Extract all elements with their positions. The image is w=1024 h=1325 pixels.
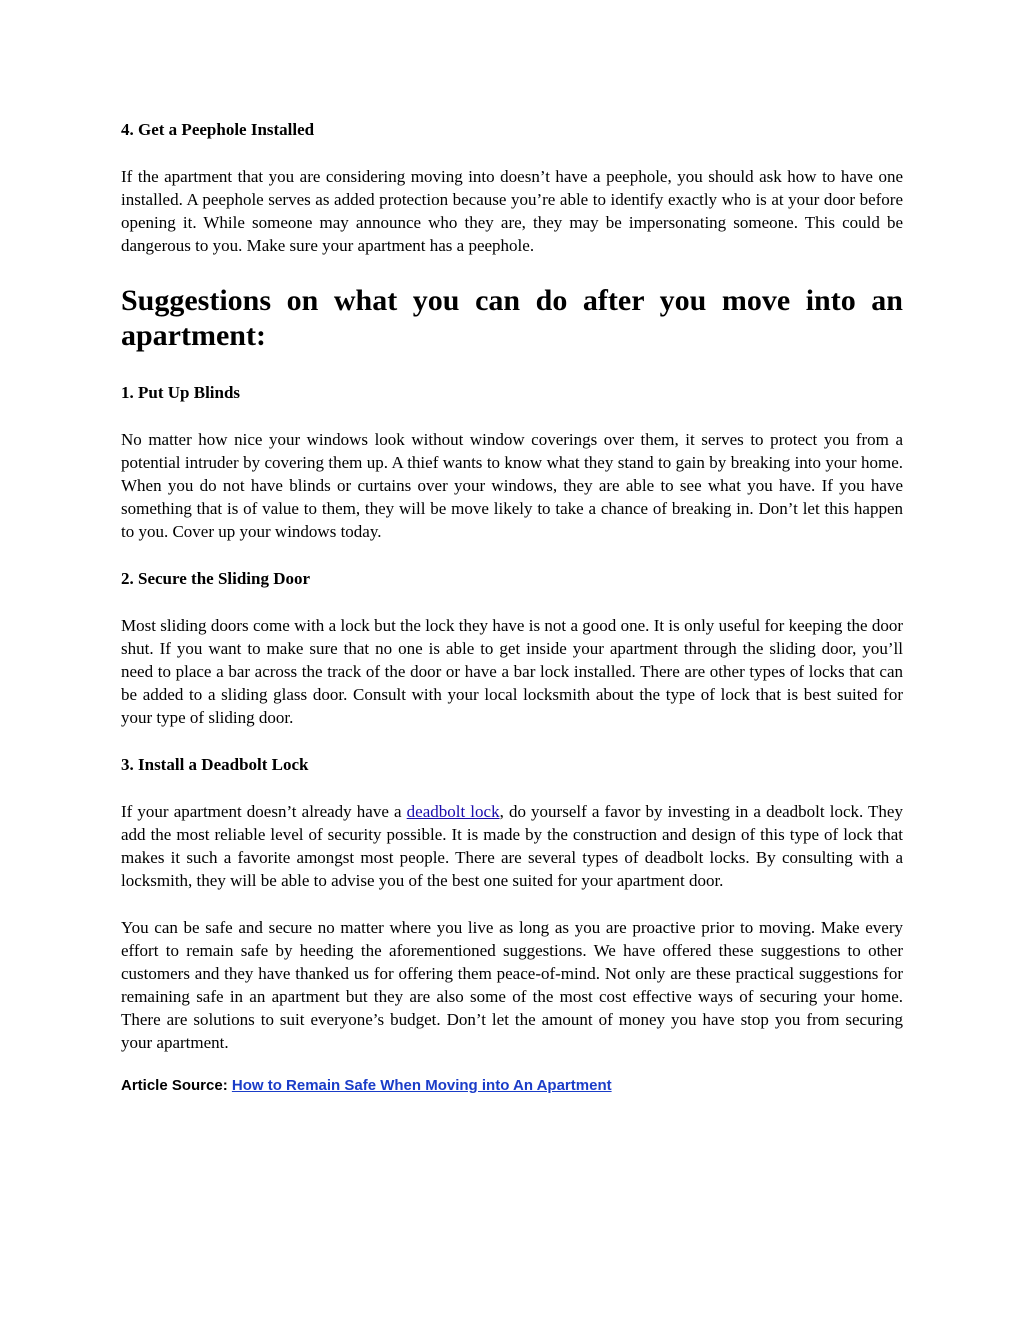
paragraph-conclusion: You can be safe and secure no matter where you live as long as you are proactive prior to moving. Make every effort to remain safe by heeding the aforementioned suggestions. We have offered these suggestions to other customers and they have thanked us for offering them peace-of-mind. Not only are these practical suggestions for remaining safe in an apartment but they are also some of the most cost effective ways of securing your home. There are solutions to suit everyone’s budget. Don’t let the amount of money you have stop you from securing your apartment. <box>121 918 903 1052</box>
document-page <box>121 118 903 1111</box>
heading-sliding-door: 2. Secure the Sliding Door <box>121 569 311 588</box>
article-source-link[interactable]: How to Remain Safe When Moving into An Apartment <box>231 1077 612 1094</box>
paragraph-peephole: If the apartment that you are considering moving into doesn’t have a peephole, you should ask how to have one installed. A peephole serves as added protection because you’re able to identify exactly who is at your door before opening it. While someone may announce who they are, they may be impersonating someone. This could be dangerous to you. Make sure your apartment has a peephole. <box>121 167 903 255</box>
paragraph-deadbolt <box>121 800 903 892</box>
heading-blinds: 1. Put Up Blinds <box>121 383 241 402</box>
heading-deadbolt: 3. Install a Deadbolt Lock <box>121 755 309 774</box>
deadbolt-text-after-link: , do yourself a favor by investing in a deadbolt lock. They add the most reliable level of security possible. It is made by the construction and design of this type of lock that makes it such a favorite amongst most people. There are several types of deadbolt locks. By consulting with a locksmith, they will be able to advise you of the best one suited for your apartment door. <box>121 802 903 890</box>
article-source-label: Article Source: <box>121 1077 232 1094</box>
paragraph-blinds: No matter how nice your windows look without window coverings over them, it serves to protect you from a potential intruder by covering them up. A thief wants to know what they stand to gain by breaking into your home. When you do not have blinds or curtains over your windows, they are able to see what you have. If you have something that is of value to them, they will be move likely to take a chance of breaking in. Don’t let this happen to you. Cover up your windows today. <box>121 430 903 541</box>
deadbolt-lock-link[interactable]: deadbolt lock <box>406 802 500 821</box>
article-source <box>121 1076 903 1096</box>
heading-peephole: 4. Get a Peephole Installed <box>121 120 315 139</box>
section-title-after-move: Suggestions on what you can do after you move into an apartment: <box>121 284 903 352</box>
paragraph-sliding-door: Most sliding doors come with a lock but the lock they have is not a good one. It is only useful for keeping the door shut. If you want to make sure that no one is able to get inside your apartment through the sliding door, you’ll need to place a bar across the track of the door or have a bar lock installed. There are other types of locks that can be added to a sliding glass door. Consult with your local locksmith about the type of lock that is best suited for your type of sliding door. <box>121 616 903 727</box>
deadbolt-text-before-link: If your apartment doesn’t already have a <box>121 802 407 821</box>
